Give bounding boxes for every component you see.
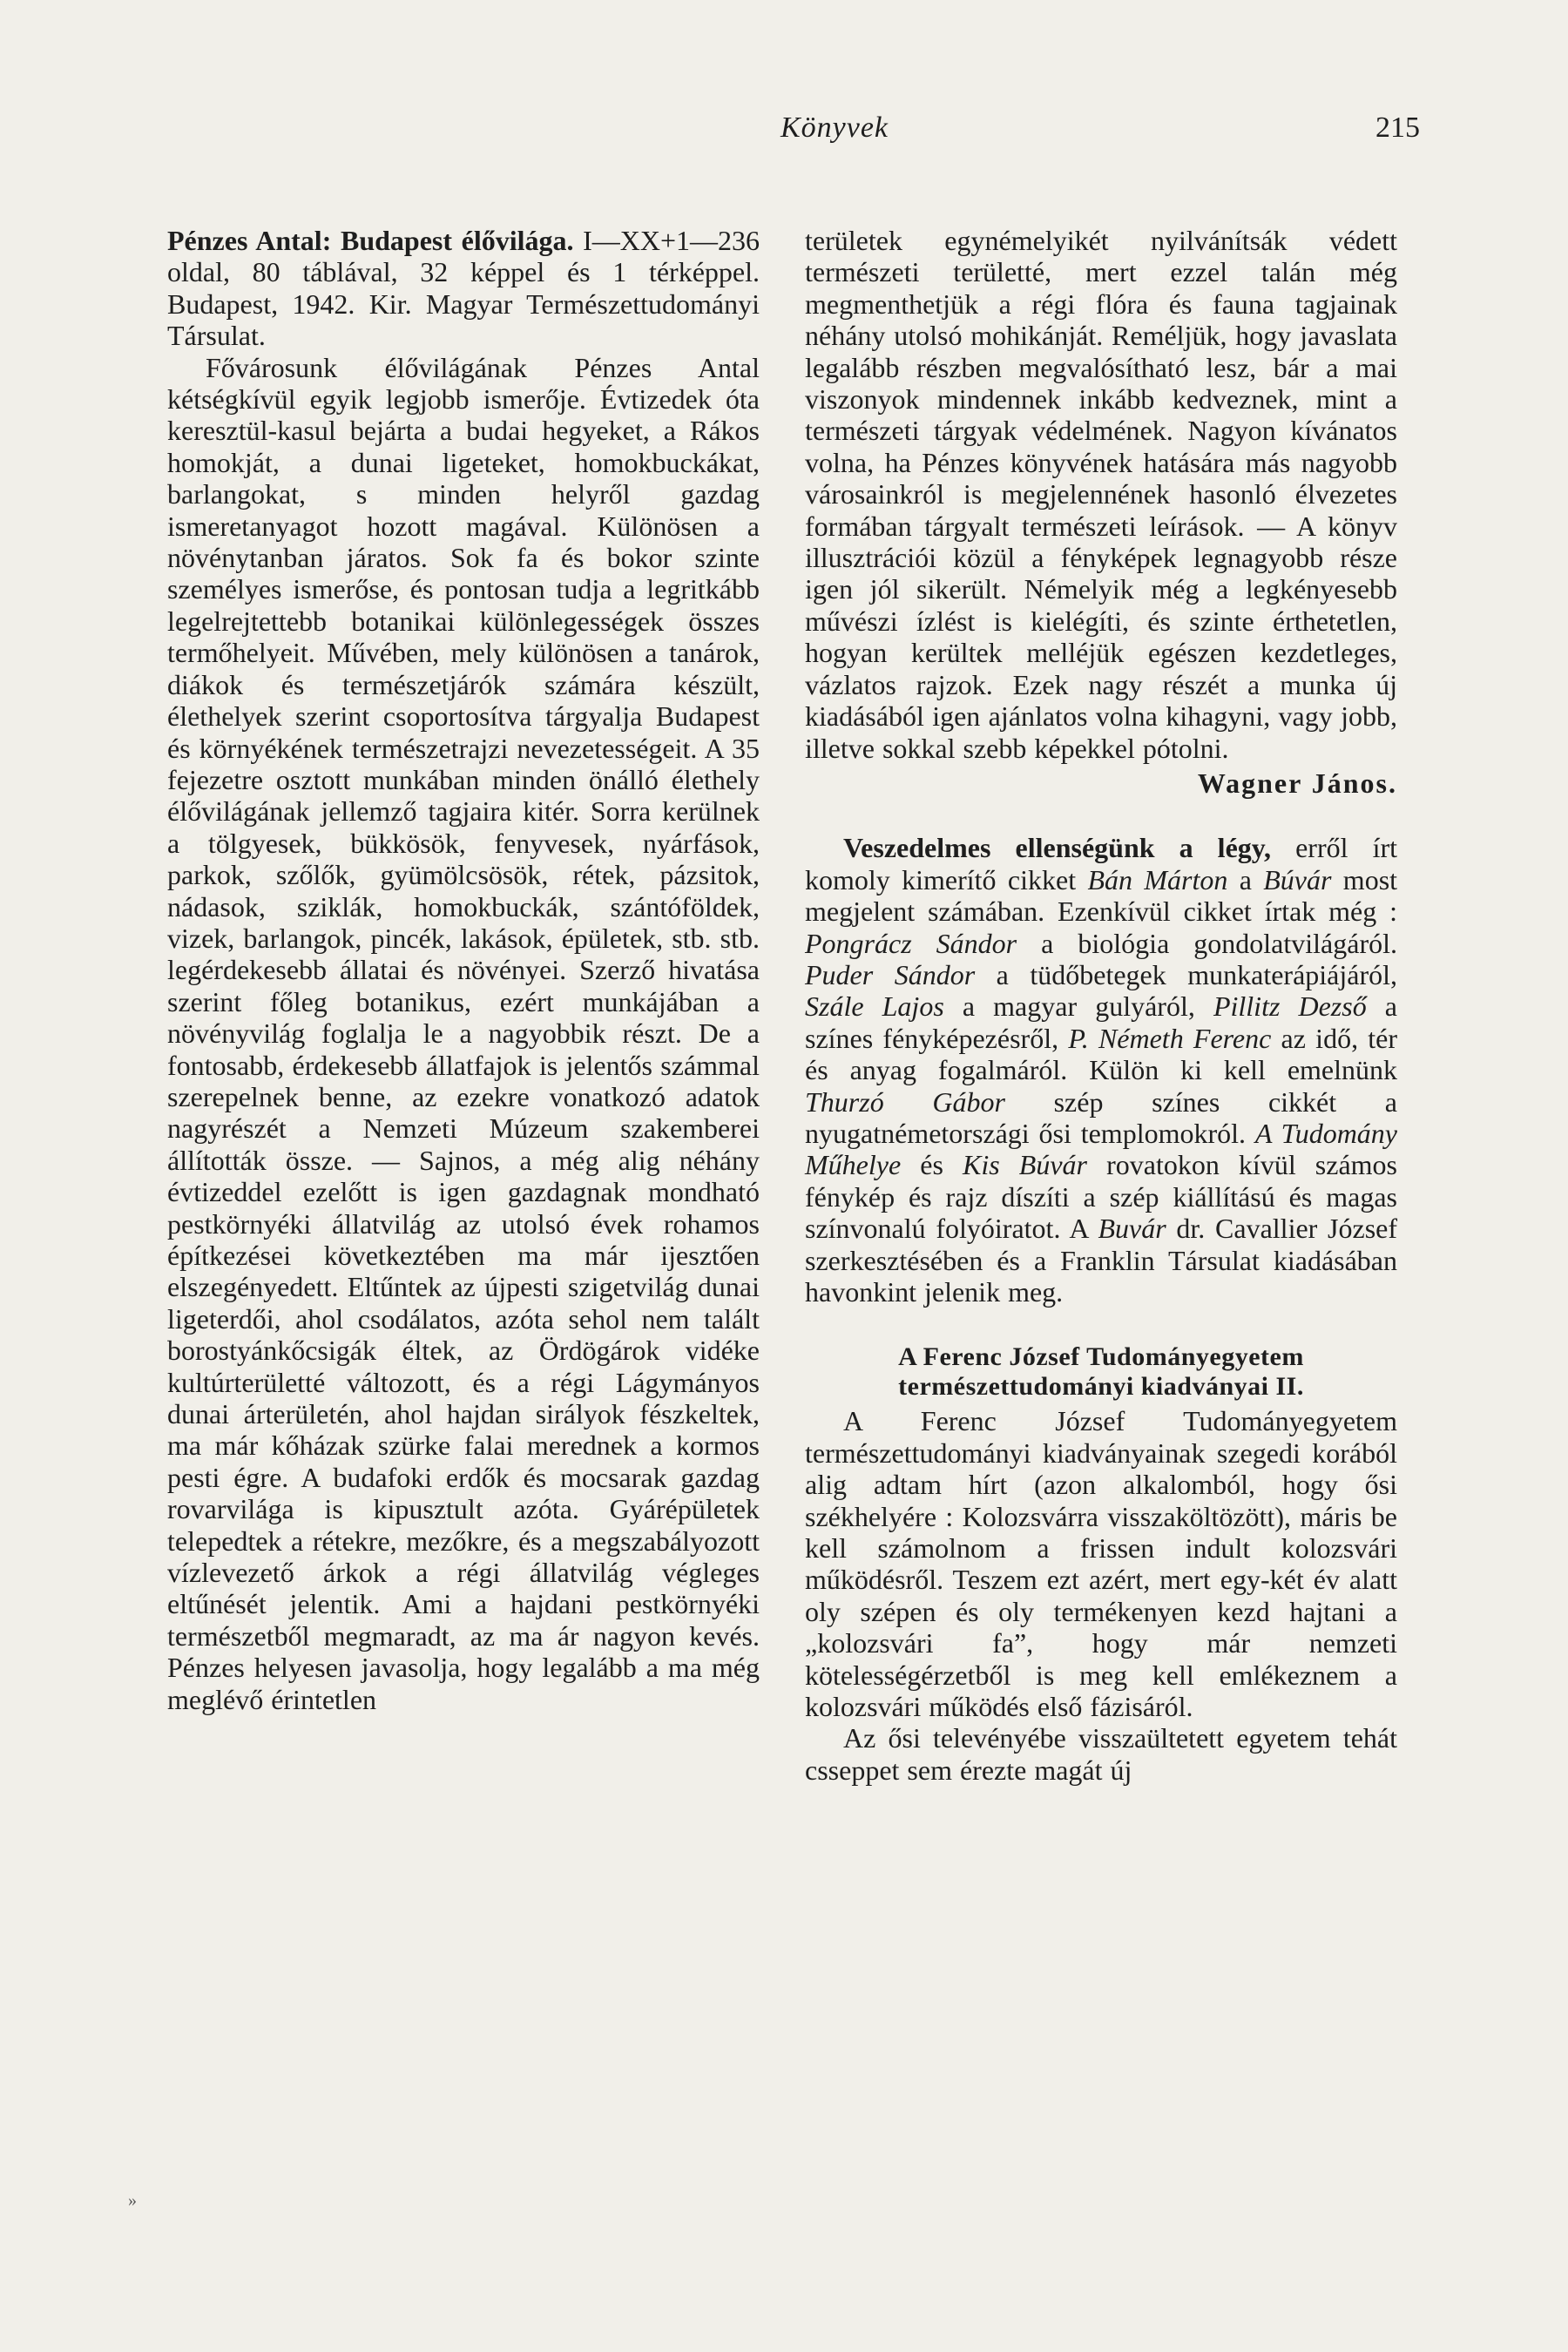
running-head bbox=[0, 112, 1568, 164]
review-body: Fővárosunk élővilágának Pénzes Antal kétségkívül egyik legjobb ismerője. Évtizedek óta keresztül-kasul bejárta a budai hegyeket, a Rákos homokját, a dunai ligeteket, homokbuckákat, barlangokat, s minden helyről gazdag ismeretanyagot hozott magával. Különösen a növénytanban járatos. Sok fa és bokor szinte személyes ismerőse, és pontosan tudja a legritkább legelrejtettebb botanikai különlegességek összes termőhelyeit. Művében, mely különösen a tanárok, diákok és természetjárók számára készült, élethelyek szerint csoportosítva tárgyalja Budapest és környékének természetrajzi nevezetességeit. A 35 fejezetre osztott munkában minden önálló élethely élővilágának jellemző tagjaira kitér. Sorra kerülnek a tölgyesek, bükkösök, fenyvesek, nyárfások, parkok, szőlők, gyümölcsösök, rétek, pázsitok, nádasok, sziklák, homokbuckák, szántóföldek, vizek, barlangok, pincék, lakások, épületek, stb. stb. legérdekesebb állatai és növényei. Szerző hivatása szerint főleg botanikus, ezért munkájában a növényvilág foglalja le a nagyobbik részt. De a fontosabb, érdekesebb állatfajok is jelentős számmal szerepelnek benne, az ezekre vonatkozó adatok nagyrészét a Nemzeti Múzeum szakemberei állították össze. — Sajnos, a még alig néhány évtizeddel ezelőtt is igen gazdagnak mondható pestkörnyéki állatvilág az utolsó évek rohamos építkezései következtében ma már ijesztően elszegényedett. Eltűntek az újpesti szigetvilág dunai ligeterdői, ahol csodálatos, azóta sehol nem talált borostyánkőcsigák éltek, az Ördögárok vidéke kultúrterületté változott, és a régi Lágymányos dunai árterületén, ahol hajdan sirályok fészkeltek, ma már kőházak szürke falai merednek a kormos pesti égre. A budafoki erdők és mocsarak gazdag rovarvilága is kipusztult azóta. Gyárépületek telepedtek a rétekre, mezőkre, és a megszabályozott vízlevezető árkok a régi állatvilág végleges eltűnését jelentik. Ami a hajdani pestkörnyéki természetből megmaradt, az ma ár nagyon kevés. Pénzes helyesen javasolja, hogy legalább a ma még meglévő érintetlen bbox=[167, 351, 760, 1715]
page-number: 215 bbox=[1375, 112, 1420, 144]
author-name: Puder Sándor bbox=[805, 958, 976, 990]
review-book-meta: I—XX+1—236 oldal, 80 táblával, 32 képpel és 1 térképpel. Budapest, 1942. Kir. Magyar Természettudományi Társulat. bbox=[167, 225, 760, 352]
right-column bbox=[805, 225, 1397, 1786]
review-author: Pénzes Antal: bbox=[167, 225, 332, 256]
margin-mark: » bbox=[128, 2191, 137, 2210]
section-paragraph: Az ősi televényébe visszaültetett egyetem tehát csseppet sem érezte magát új bbox=[805, 1722, 1397, 1786]
magazine-name: Buvár bbox=[1098, 1213, 1166, 1245]
left-column bbox=[167, 225, 760, 1715]
author-name: Bán Márton bbox=[1087, 863, 1228, 896]
review-citation bbox=[167, 225, 760, 352]
review-body-continued: területek egynémelyikét nyilvánítsák védett természeti területté, mert ezzel talán még megmenthetjük a régi flóra és fauna tagjainak néhány utolsó mohikánját. Reméljük, hogy javaslata legalább részben megvalósítható lesz, bár a mai viszonyok mindennek inkább kedveznek, mint a természeti tárgyak védelmének. Nagyon kívánatos volna, ha Pénzes könyvének hatására más nagyobb városainkról is megjelennének hasonló élvezetes formában tárgyalt természeti leírások. — A könyv illusztrációi közül a fényképek legnagyobb része igen jól sikerült. Némelyik még a legkényesebb művészi ízlést is kielégíti, és szinte érthetetlen, hogyan kerültek melléjük egészen kezdetleges, vázlatos rajzok. Ezek nagy részét a munka új kiadásából igen ajánlatos volna kihagyni, vagy jobb, illetve sokkal szebb képekkel pótolni. bbox=[805, 225, 1397, 764]
section-heading: A Ferenc József Tudományegyetem természettudományi kiadványai II. bbox=[898, 1342, 1304, 1402]
section-paragraph: A Ferenc József Tudományegyetem természettudományi kiadványainak szegedi korából alig adtam hírt (azon alkalomból, hogy ősi székhelyére : Kolozsvárra visszaköltözött), máris be kell számolnom a frissen indult kolozsvári működésről. Teszem ezt azért, mert egy-két év alatt oly szépen és oly termékenyen kezd hajtani a „kolozsvári fa”, hogy már nemzeti kötelességérzetből is meg kell emlékeznem a kolozsvári működés első fázisáról. bbox=[805, 1405, 1397, 1723]
author-name: Pongrácz Sándor bbox=[805, 927, 1017, 959]
notice-lead: Veszedelmes ellenségünk a légy, bbox=[843, 832, 1272, 864]
author-name: Thurzó Gábor bbox=[805, 1085, 1005, 1118]
column-name: Kis Búvár bbox=[963, 1149, 1087, 1181]
review-book-title: Budapest élővilága. bbox=[340, 225, 574, 256]
author-name: Pillitz Dezső bbox=[1213, 990, 1367, 1023]
magazine-name: Búvár bbox=[1263, 863, 1332, 896]
column-name: A Tudomány Műhelye bbox=[805, 1117, 1398, 1181]
author-name: Szále Lajos bbox=[805, 990, 944, 1023]
author-name: P. Németh Ferenc bbox=[1068, 1022, 1272, 1054]
review-signature: Wagner János. bbox=[1197, 767, 1397, 799]
magazine-notice: Veszedelmes ellenségünk a légy, erről írt komoly kimerítő cikket Bán Márton a Búvár most megjelent számában. Ezenkívül cikket írtak még : Pongrácz Sándor a biológia gondolatvilágáról. Puder Sándor a tüdőbetegek munkaterápiájáról, Szále Lajos a magyar gulyáról, Pillitz Dezső a színes fényképezésről, P. Németh Ferenc az idő, tér és anyag fogalmáról. Külön ki kell emelnünk Thurzó Gábor szép színes cikkét a nyugatnémetországi ősi templomokról. A Tudomány Műhelye és Kis Búvár rovatokon kívül számos fénykép és rajz díszíti a szép kiállítású és magas színvonalú folyóiratot. A Buvár dr. Cavallier József szerkesztésében és a Franklin Társulat kiadásában havonkint jelenik meg. bbox=[805, 832, 1398, 1308]
running-head-title: Könyvek bbox=[780, 112, 889, 144]
